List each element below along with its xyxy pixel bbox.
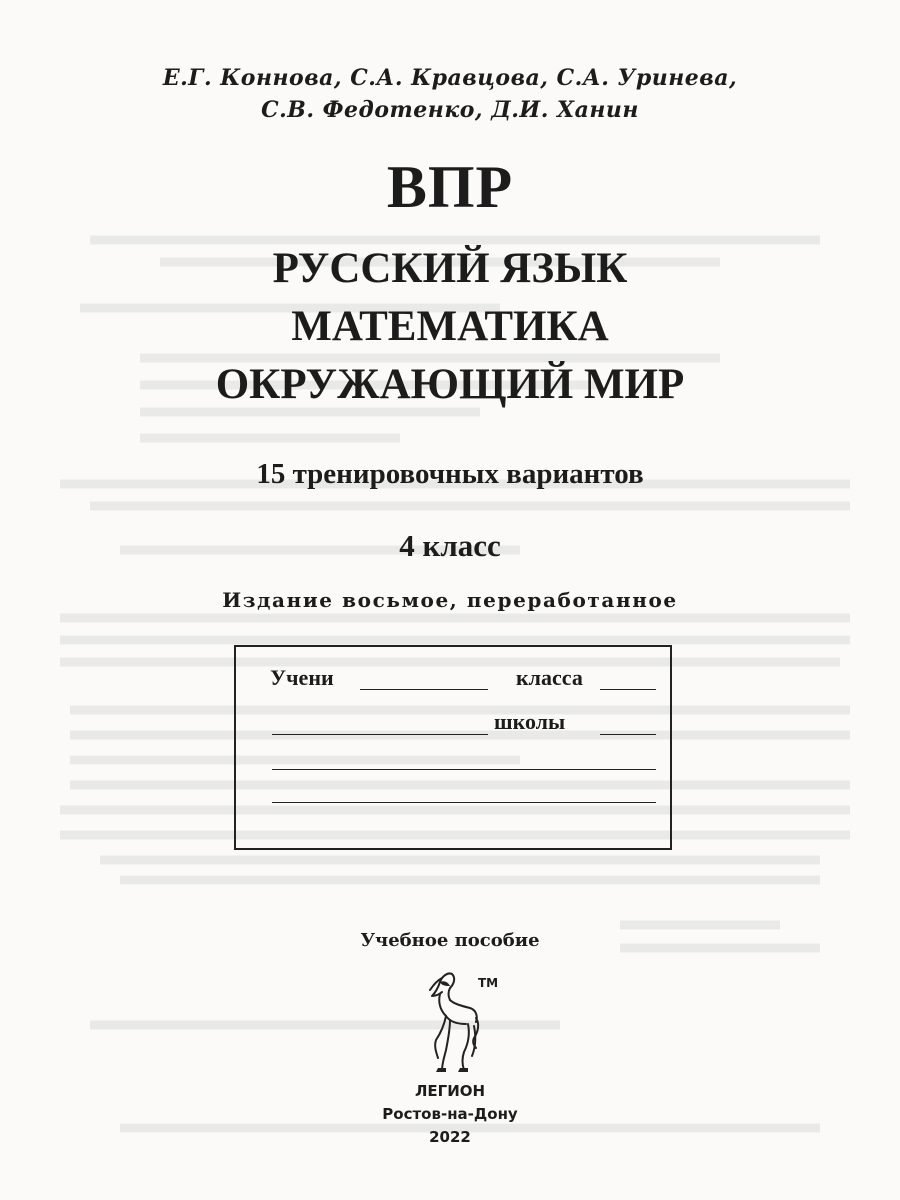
publisher-block: [0, 1080, 900, 1149]
student-info-box: [234, 645, 672, 850]
student-label: Учени: [270, 665, 334, 690]
manual-type: Учебное пособие: [360, 930, 540, 951]
student-name-line[interactable]: [360, 689, 488, 690]
publisher-name: ЛЕГИОН: [414, 1082, 486, 1100]
grade-label: 4 класс: [399, 528, 501, 563]
class-line[interactable]: [600, 689, 656, 690]
school-line[interactable]: [600, 734, 656, 735]
variants-count: 15 тренировочных вариантов: [256, 458, 644, 490]
authors-line-2: С.В. Федотенко, Д.И. Ханин: [261, 97, 639, 123]
subject-world: ОКРУЖАЮЩИЙ МИР: [215, 361, 685, 408]
trademark-label: ТМ: [478, 976, 499, 990]
horse-logo-icon: [418, 968, 486, 1074]
publisher-year: 2022: [429, 1128, 471, 1146]
edition-label: Издание восьмое, переработанное: [222, 588, 678, 612]
class-label: класса: [516, 665, 583, 690]
authors-line-1: Е.Г. Коннова, С.А. Кравцова, С.А. Уринева,: [162, 65, 738, 91]
info-line-3[interactable]: [272, 769, 656, 770]
info-line-4[interactable]: [272, 802, 656, 803]
student-surname-line[interactable]: [272, 734, 488, 735]
subject-math: МАТЕМАТИКА: [291, 303, 609, 350]
subject-russian: РУССКИЙ ЯЗЫК: [272, 245, 628, 292]
book-title: ВПР: [386, 154, 514, 220]
authors: [0, 62, 900, 126]
publisher-city: Ростов-на-Дону: [382, 1105, 518, 1123]
school-label: школы: [494, 709, 566, 734]
subjects-list: [0, 240, 900, 414]
